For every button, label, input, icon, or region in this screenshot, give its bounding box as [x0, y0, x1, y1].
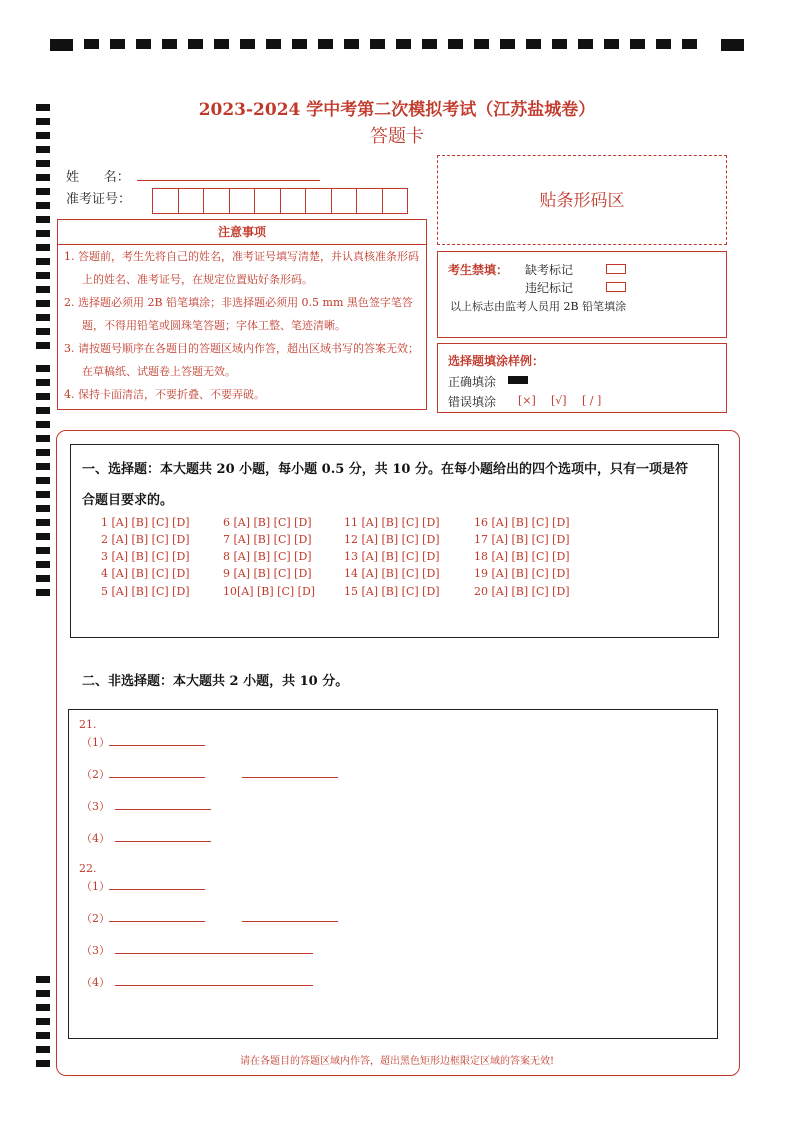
correct-fill-mark: [508, 376, 528, 384]
question-row[interactable]: 15 [A] [B] [C] [D]: [344, 585, 440, 598]
notice-title: 注意事项: [58, 220, 426, 245]
question-row[interactable]: 20 [A] [B] [C] [D]: [474, 585, 570, 598]
answer-sheet-subtitle: 答题卡: [370, 126, 424, 147]
question-row[interactable]: 4 [A] [B] [C] [D]: [101, 567, 190, 580]
multiple-choice-box: [70, 444, 719, 638]
question-row[interactable]: 17 [A] [B] [C] [D]: [474, 533, 570, 546]
answer-line[interactable]: [109, 745, 205, 746]
notice-box: [57, 219, 427, 410]
question-row[interactable]: 18 [A] [B] [C] [D]: [474, 550, 570, 563]
question-row[interactable]: 11 [A] [B] [C] [D]: [344, 516, 440, 529]
wrong-mark: [√]: [551, 394, 567, 407]
section1-title-cont: 合题目要求的。: [82, 493, 174, 508]
part-label: （1）: [81, 880, 110, 893]
wrong-mark: [×]: [518, 394, 536, 407]
fill-sample-box: [437, 343, 727, 413]
exam-id-boxes[interactable]: [152, 188, 408, 214]
part-label: （3）: [81, 944, 110, 957]
notice-item: 1. 答题前，考生先将自己的姓名，准考证号填写清楚，并认真核准条形码上的姓名、准考证号，在规定位置贴好条形码。: [64, 250, 419, 286]
wrong-mark: [ / ]: [582, 394, 602, 407]
violation-mark-box[interactable]: [606, 282, 626, 292]
q21-label: 21.: [79, 718, 97, 731]
question-row[interactable]: 16 [A] [B] [C] [D]: [474, 516, 570, 529]
footer-note: 请在各题目的答题区域内作答，超出黑色矩形边框限定区域的答案无效!: [239, 1056, 555, 1067]
sample-title: 选择题填涂样例：: [448, 354, 545, 368]
part-label: （3）: [81, 800, 110, 813]
proctor-note: 以上标志由监考人员用 2B 铅笔填涂: [450, 300, 627, 313]
notice-item: 2. 选择题必须用 2B 铅笔填涂；非选择题必须用 0.5 mm 黑色签字笔答题，不得用铅笔或圆珠笔答题；字体工整、笔迹清晰。: [64, 296, 413, 332]
section2-title: 二、非选择题：本大题共 2 小题，共 10 分。: [82, 674, 349, 689]
proctor-label: 考生禁填：: [448, 263, 509, 277]
question-row[interactable]: 14 [A] [B] [C] [D]: [344, 567, 440, 580]
proctor-marks-box: [437, 251, 727, 338]
section1-title: 一、选择题：本大题共 20 小题，每小题 0.5 分，共 10 分。在每小题给出的四个选项中，只有一项是符: [82, 462, 688, 477]
part-label: （4）: [81, 976, 110, 989]
answer-line[interactable]: [115, 841, 211, 842]
question-row[interactable]: 1 [A] [B] [C] [D]: [101, 516, 190, 529]
name-label: 姓 名：: [66, 170, 130, 185]
part-label: （1）: [81, 736, 110, 749]
question-row[interactable]: 19 [A] [B] [C] [D]: [474, 567, 570, 580]
free-response-box[interactable]: [68, 709, 718, 1039]
question-row[interactable]: 13 [A] [B] [C] [D]: [344, 550, 440, 563]
name-field[interactable]: [137, 180, 320, 181]
question-row[interactable]: 2 [A] [B] [C] [D]: [101, 533, 190, 546]
answer-line[interactable]: [242, 921, 338, 922]
question-row[interactable]: 5 [A] [B] [C] [D]: [101, 585, 190, 598]
answer-line[interactable]: [109, 889, 205, 890]
violation-label: 违纪标记: [525, 281, 574, 295]
answer-line[interactable]: [115, 809, 211, 810]
correct-fill-label: 正确填涂: [448, 375, 497, 389]
answer-line[interactable]: [242, 777, 338, 778]
question-row[interactable]: 10[A] [B] [C] [D]: [223, 585, 316, 598]
absent-mark-box[interactable]: [606, 264, 626, 274]
barcode-area: [437, 155, 727, 245]
question-row[interactable]: 12 [A] [B] [C] [D]: [344, 533, 440, 546]
question-row[interactable]: 3 [A] [B] [C] [D]: [101, 550, 190, 563]
part-label: （2）: [81, 768, 110, 781]
answer-line[interactable]: [115, 953, 313, 954]
notice-item: 3. 请按题号顺序在各题目的答题区域内作答，超出区域书写的答案无效；在草稿纸、试题卷上答题无效。: [64, 342, 419, 378]
part-label: （2）: [81, 912, 110, 925]
question-row[interactable]: 6 [A] [B] [C] [D]: [223, 516, 312, 529]
answer-line[interactable]: [109, 777, 205, 778]
exam-id-label: 准考证号：: [66, 192, 132, 207]
question-row[interactable]: 7 [A] [B] [C] [D]: [223, 533, 312, 546]
q22-label: 22.: [79, 862, 97, 875]
wrong-fill-label: 错误填涂: [448, 395, 497, 409]
answer-line[interactable]: [115, 985, 313, 986]
question-row[interactable]: 9 [A] [B] [C] [D]: [223, 567, 312, 580]
barcode-label: 贴条形码区: [539, 191, 625, 211]
exam-title: 2023-2024 学中考第二次模拟考试（江苏盐城卷）: [198, 100, 596, 120]
answer-line[interactable]: [109, 921, 205, 922]
part-label: （4）: [81, 832, 110, 845]
absent-label: 缺考标记: [525, 263, 574, 277]
question-row[interactable]: 8 [A] [B] [C] [D]: [223, 550, 312, 563]
notice-item: 4. 保持卡面清洁，不要折叠、不要弄破。: [64, 388, 265, 401]
